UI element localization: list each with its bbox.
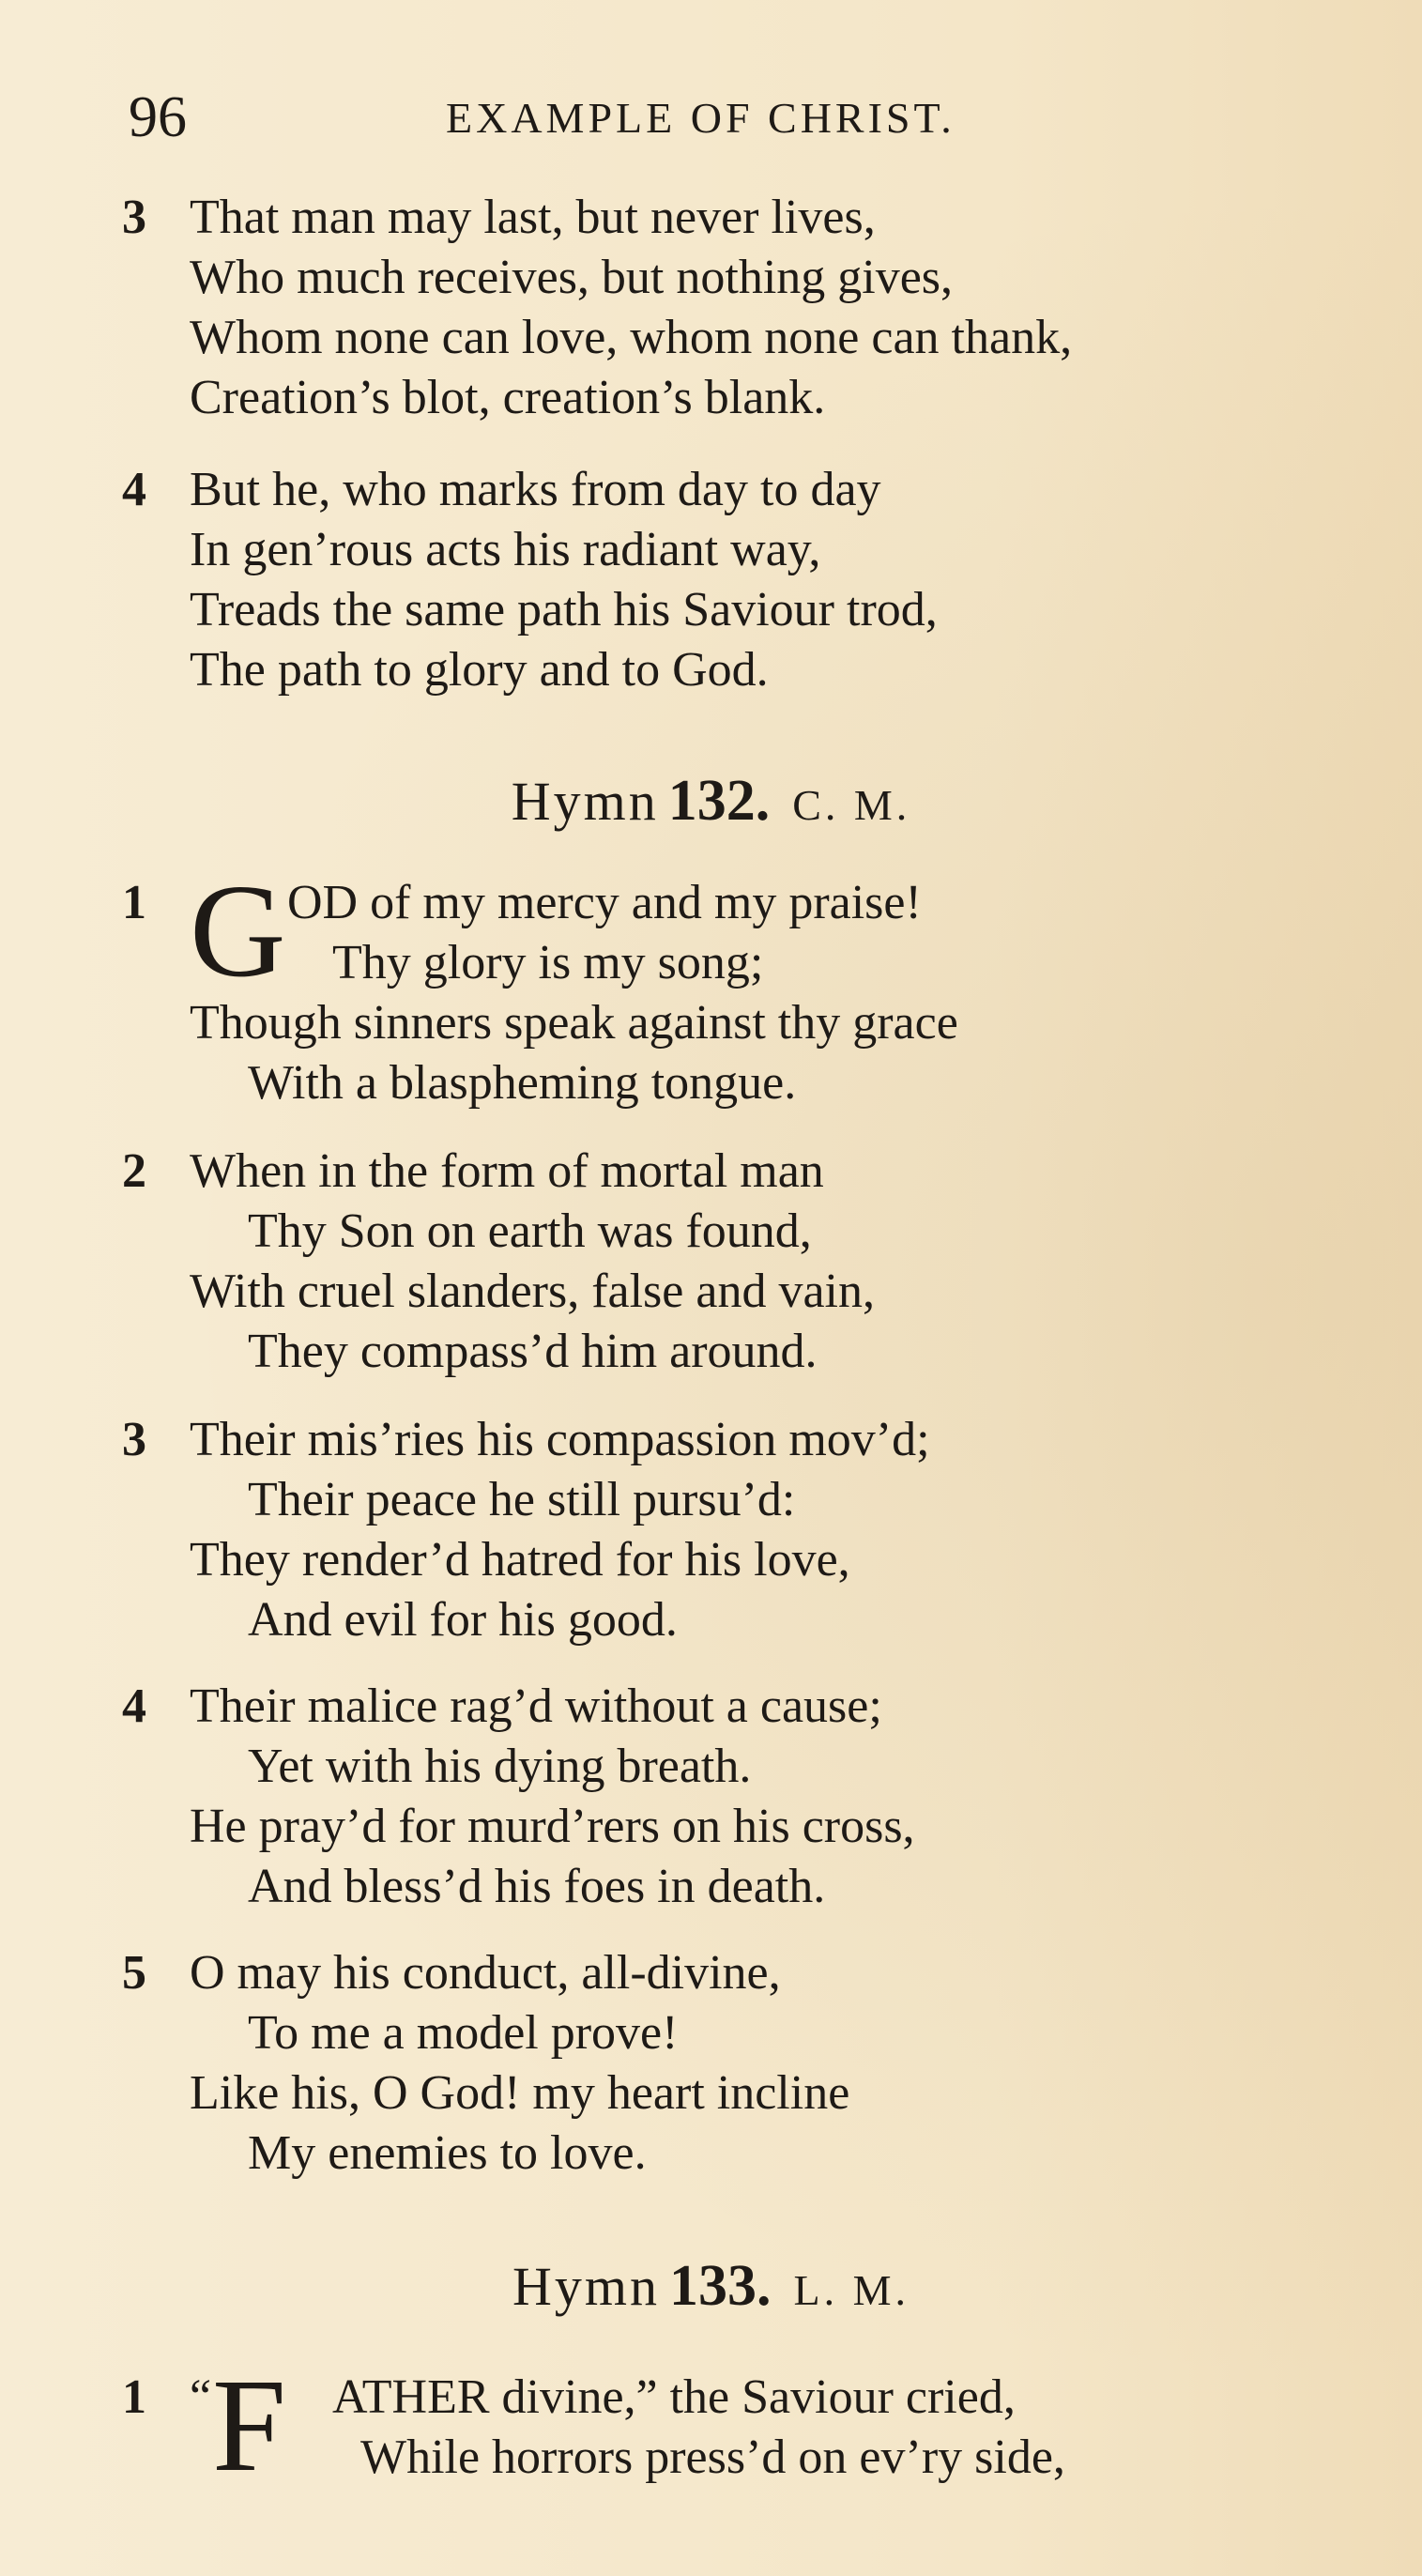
verse-line: The path to glory and to God. [190,643,769,697]
verse-line: When in the form of mortal man [190,1144,824,1198]
verse-line: Their peace he still pursu’d: [248,1473,796,1526]
verse-line: Thy glory is my song; [332,936,764,989]
verse-line: Like his, O God! my heart incline [190,2066,850,2120]
verse-line: ATHER divine,” the Saviour cried, [332,2370,1016,2424]
stanza-number: 3 [122,191,146,244]
verse-line: And bless’d his foes in death. [248,1860,826,1913]
hymn-number: 132. [667,769,771,833]
hymn-meter: L. M. [793,2266,910,2314]
hymn-133-title [0,2253,1422,2320]
verse-line: Their mis’ries his compassion mov’d; [190,1413,930,1466]
verse-line: Who much receives, but nothing gives, [190,251,954,304]
verse-line: They render’d hatred for his love, [190,1533,850,1587]
stanza-number: 4 [122,1679,146,1733]
verse-line: They compass’d him around. [248,1325,818,1378]
hymn-meter: C. M. [792,781,911,829]
verse-line: Their malice rag’d without a cause; [190,1679,882,1733]
stanza-number: 3 [122,1413,146,1466]
verse-line: To me a model prove! [248,2006,679,2060]
hymn-number: 133. [669,2254,772,2318]
running-head: EXAMPLE OF CHRIST. [446,94,956,142]
drop-capital: F [212,2351,286,2499]
stanza-number: 4 [122,463,146,516]
verse-line: Thy Son on earth was found, [248,1204,812,1258]
stanza-number: 5 [122,1946,146,2000]
stanza-number: 1 [122,876,146,929]
hymn-132-stanza-1 [122,856,958,1113]
hymn-133-stanza-1 [122,2351,1065,2499]
opening-quote: “ [190,2370,212,2424]
verse-line: Creation’s blot, creation’s blank. [190,371,826,424]
drop-capital: G [190,856,286,1004]
hymn-132-stanza-3 [122,1410,930,1650]
stanza-3-continued [122,188,1072,428]
verse-line: Yet with his dying breath. [248,1740,752,1793]
verse-line: With cruel slanders, false and vain, [190,1265,875,1318]
verse-line: O may his conduct, all-divine, [190,1946,781,2000]
hymn-title-word: Hymn [512,2256,660,2317]
verse-line: In gen’rous acts his radiant way, [190,523,821,576]
stanza-4-continued [122,460,938,700]
page-header [129,84,1161,150]
verse-line: He pray’d for murd’rers on his cross, [190,1800,915,1853]
hymn-132-stanza-2 [122,1142,875,1382]
verse-line: While horrors press’d on ev’ry side, [360,2430,1065,2484]
hymn-132-stanza-5 [122,1943,849,2184]
verse-line: OD of my mercy and my praise! [287,876,922,929]
page-number: 96 [129,85,187,149]
verse-line: Treads the same path his Saviour trod, [190,583,938,636]
stanza-number: 2 [122,1144,146,1198]
verse-line: My enemies to love. [248,2126,647,2180]
verse-line: Though sinners speak against thy grace [190,996,958,1050]
hymn-title-word: Hymn [511,771,659,832]
verse-line: And evil for his good. [248,1593,678,1647]
verse-line: But he, who marks from day to day [190,463,881,516]
hymn-132-stanza-4 [122,1677,915,1917]
verse-line: That man may last, but never lives, [190,191,876,244]
stanza-number: 1 [122,2370,146,2424]
verse-line: Whom none can love, whom none can thank, [190,311,1073,364]
verse-line: With a blaspheming tongue. [248,1056,797,1110]
hymn-132-title [0,768,1422,835]
